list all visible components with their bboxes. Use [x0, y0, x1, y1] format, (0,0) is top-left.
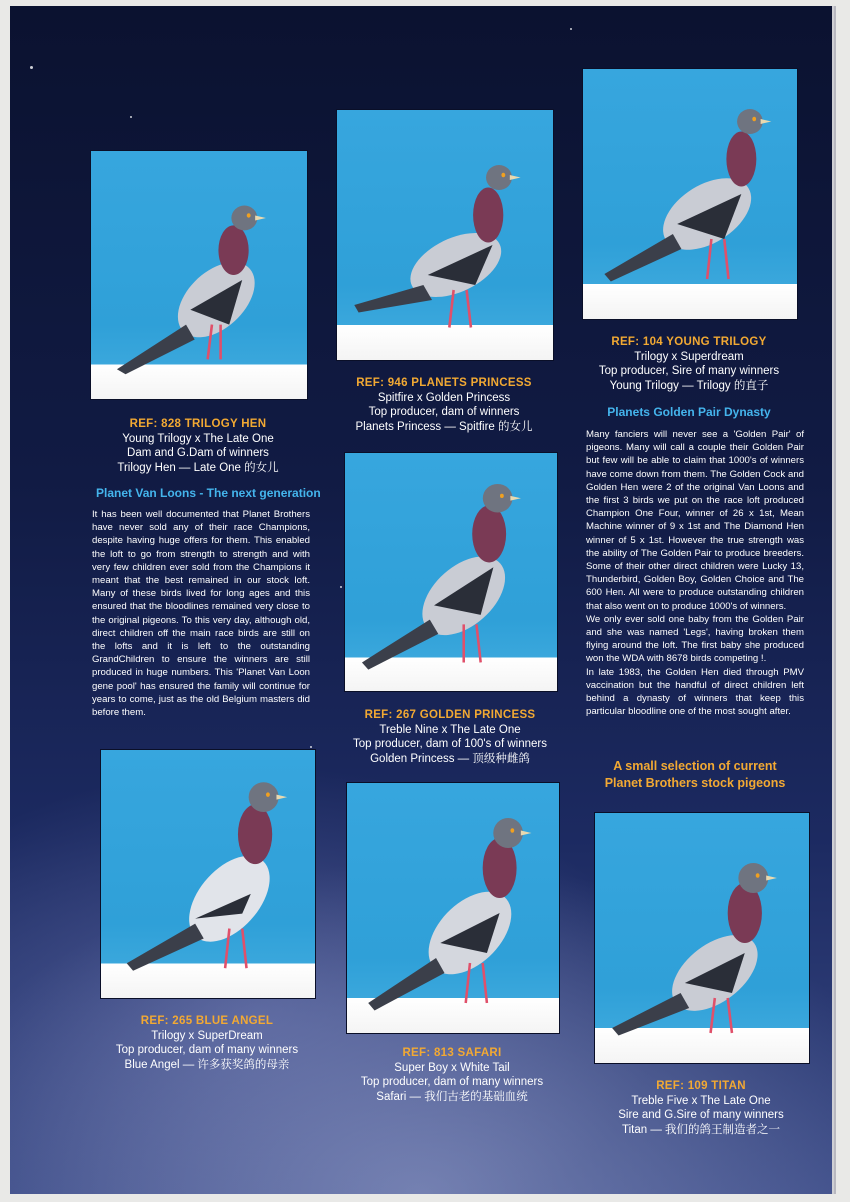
article-paragraph: We only ever sold one baby from the Golden Pair and she was named 'Legs', having broken them flying around the loft. The first baby she produced won the WDA with 8678 birds competing !.: [586, 613, 804, 665]
pedigree-text: Treble Nine x The Late One: [379, 723, 521, 736]
pigeon-caption: [336, 708, 564, 766]
achievement-text: Top producer, dam of many winners: [115, 1044, 299, 1056]
pigeon-photo: [346, 782, 560, 1034]
pedigree-text: Spitfire x Golden Princess: [377, 391, 511, 404]
ref-label: REF: 109 TITAN: [656, 1080, 746, 1092]
star-decoration: [310, 746, 312, 748]
ref-label: REF: 267 GOLDEN PRINCESS: [364, 709, 536, 721]
pigeon-illustration: [101, 750, 315, 998]
achievement-text: Sire and G.Sire of many winners: [618, 1109, 784, 1121]
brochure-page: [10, 6, 832, 1194]
achievement-text: Dam and G.Dam of winners: [127, 447, 269, 459]
ref-label: REF: 946 PLANETS PRINCESS: [356, 377, 532, 389]
article-paragraph: In late 1983, the Golden Hen died through PMV vaccination but the handful of direct children left behind a dynasty of winners that keep this particular bloodline one of the most sought after.: [586, 666, 804, 718]
pigeon-illustration: [337, 110, 553, 360]
pigeon-photo: [344, 452, 558, 692]
achievement-text: Top producer, Sire of many winners: [598, 365, 780, 377]
article-golden-pair: [586, 428, 804, 718]
pigeon-caption: [328, 376, 560, 434]
pedigree-text: Super Boy x White Tail: [394, 1061, 510, 1074]
star-decoration: [340, 586, 342, 588]
pigeon-illustration: [91, 151, 307, 399]
pedigree-text: Young Trilogy x The Late One: [122, 432, 274, 445]
star-decoration: [30, 66, 33, 69]
pigeon-illustration: [595, 813, 809, 1063]
bilingual-name: Young Trilogy — Trilogy 的直子: [609, 379, 769, 392]
pedigree-text: Treble Five x The Late One: [631, 1094, 771, 1107]
pigeon-illustration: [347, 783, 559, 1033]
pigeon-caption: [90, 417, 306, 475]
article-paragraph: Many fanciers will never see a 'Golden Pair' of pigeons. Many will call a couple their Golden Pair but few will be able to claim that 1000's of winners have come down from them. The Golden Cock and Golden Hen were 2 of the original Van Loons and the first 3 birds we put on the race loft produced Champion One Four, winner of 26 x 1st, Mean Machine winner of 9 x 1st and The Diamond Hen winner of 5 x 1st. However the true strength was the ability of The Golden Pair to produce breeders. Some of their other direct children were Lucky 13, Thunderbird, Golden Boy, Golden Choice and The 600 Hen. All were to produce outstanding children that also went on to produce 1000's of winners.: [586, 429, 804, 612]
ref-label: REF: 104 YOUNG TRILOGY: [611, 336, 767, 348]
section-heading-golden-pair: Planets Golden Pair Dynasty: [607, 405, 771, 419]
pigeon-photo: [336, 109, 554, 361]
promo-line: A small selection of current: [613, 759, 777, 773]
pigeon-caption: [586, 1079, 816, 1137]
ref-label: REF: 813 SAFARI: [402, 1047, 502, 1059]
star-decoration: [130, 116, 132, 118]
bilingual-name: Safari — 我们古老的基础血统: [376, 1090, 528, 1103]
pigeon-illustration: [583, 69, 797, 319]
star-decoration: [570, 28, 572, 30]
article-van-loons: It has been well documented that Planet Brothers have never sold any of their race Champions, despite having huge offers for them. This enabled the loft to go from strength to strength and with very few children ever sold from the Champions it meant that the best remained in our stock loft. Many of these birds lived for long ages and this ensured that the bloodlines remained very close to the original pigeons. To this very day, although old, direct children off the main race birds are still on the lofts and it is left to the outstanding GrandChildren to ensure the winners are still produced in huge numbers. This 'Planet Van Loon gene pool' has ensured the family will continue for years to come, just as the old Belgium masters did before them.: [92, 509, 310, 719]
pigeon-caption: [338, 1046, 566, 1104]
pigeon-caption: [92, 1014, 322, 1072]
achievement-text: Top producer, dam of many winners: [360, 1076, 544, 1088]
pedigree-text: Trilogy x Superdream: [634, 350, 744, 363]
achievement-text: Top producer, dam of 100's of winners: [353, 738, 547, 750]
bilingual-name: Blue Angel — 许多获奖鸽的母亲: [124, 1058, 290, 1071]
stock-pigeons-promo: [586, 758, 804, 792]
pedigree-text: Trilogy x SuperDream: [151, 1029, 263, 1042]
pigeon-caption: [582, 335, 796, 393]
bilingual-name: Trilogy Hen — Late One 的女儿: [117, 461, 279, 474]
pigeon-photo: [90, 150, 308, 400]
pigeon-illustration: [345, 453, 557, 691]
section-heading-van-loons: Planet Van Loons - The next generation: [96, 486, 321, 500]
pigeon-photo: [100, 749, 316, 999]
bilingual-name: Planets Princess — Spitfire 的女儿: [355, 420, 533, 433]
pigeon-photo: [582, 68, 798, 320]
promo-line: Planet Brothers stock pigeons: [604, 776, 786, 790]
ref-label: REF: 265 BLUE ANGEL: [140, 1015, 274, 1027]
bilingual-name: Titan — 我们的鸽王制造者之一: [621, 1123, 781, 1136]
ref-label: REF: 828 TRILOGY HEN: [129, 418, 267, 430]
achievement-text: Top producer, dam of winners: [368, 406, 520, 418]
pigeon-photo: [594, 812, 810, 1064]
bilingual-name: Golden Princess — 顶级种雌鸽: [370, 752, 530, 765]
